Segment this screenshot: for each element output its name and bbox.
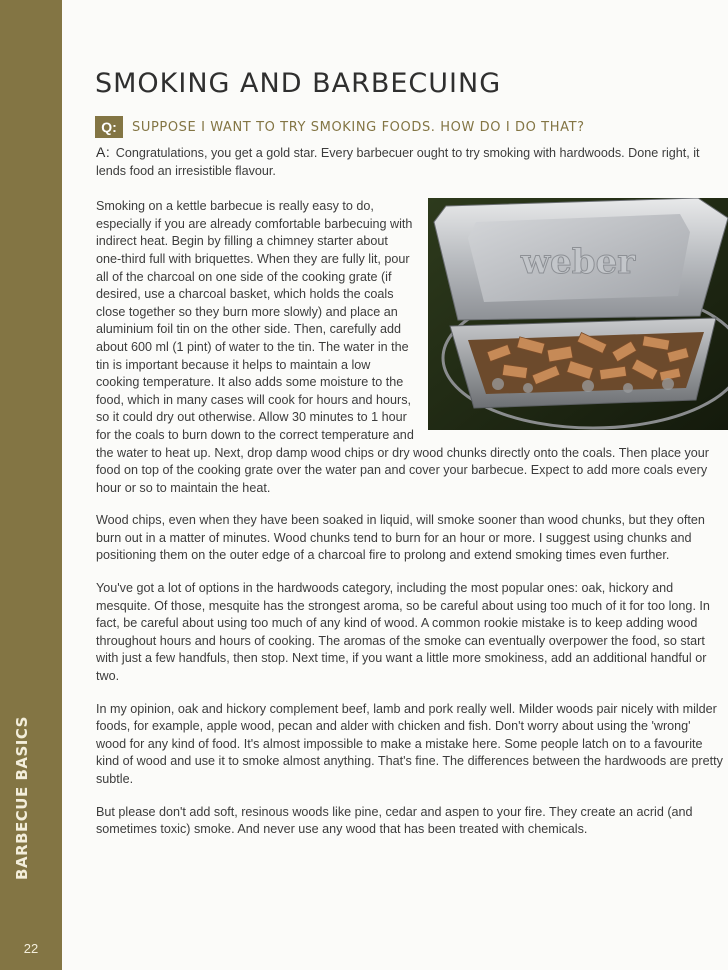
body-paragraph: Smoking on a kettle barbecue is really easy to do, especially if you are already comfortable barbecuing with indirect heat. Begin by filling a chimney starter about one-third full with briquettes. When they are fully lit, pour all of the charcoal on one side of the cooking grate (if desired, use a charcoal basket, which holds the coals close together so they burn more slowly) and place an aluminium foil tin on the other side. Then, carefully add about 600 ml (1 pint) of water to the tin. The water in the tin is important because it helps to maintain a low cooking temperature. It also adds some moisture to the food, which in many cases will cook for hours and hours, so it could dry out otherwise. Allow 30 minutes to 1 hour for the coals to burn down to the correct temperature and the water to heat up. Next, drop damp wood chips or dry wood chunks directly onto the coals. Then place your food on top of the cooking grate over the water pan and cover your barbecue. Expect to add more coals every hour or so to maintain the heat. — [96, 199, 710, 495]
body-paragraph: But please don't add soft, resinous woods like pine, cedar and aspen to your fire. They create an acrid (and sometimes toxic) smoke. And never use any wood that has been treated with chemicals. — [96, 804, 693, 837]
photo-illustration — [428, 198, 728, 430]
section-label: BARBECUE BASICS — [13, 716, 32, 880]
body-paragraph: In my opinion, oak and hickory complement beef, lamb and pork really well. Milder woods pair nicely with milder foods, for example, apple wood, pecan and alder with chicken and fish. Don't worry about using the 'wrong' wood for any kind of food. It's almost impossible to make a mistake here. Some people latch on to a favourite kind of wood and use it to smoke almost anything. That's fine. The differences between the hardwoods are pretty subtle. — [96, 701, 723, 786]
question-text: SUPPOSE I WANT TO TRY SMOKING FOODS. HOW DO I DO THAT? — [132, 119, 585, 135]
question-badge: Q: — [95, 116, 123, 138]
sidebar — [0, 0, 62, 970]
body-paragraph: You've got a lot of options in the hardwoods category, including the most popular ones: oak, hickory and mesquite. Of those, mesquite has the strongest aroma, so be careful about using too much of it for too long. In fact, be careful about using too much of any kind of wood. A common rookie mistake is to keep adding wood throughout hours and hours of cooking. The aromas of the smoke can eventually overpower the food, so start with just a few handfuls, then stop. Next time, if you want a little more smokiness, add an additional handful or two. — [96, 581, 710, 684]
page-number: 22 — [23, 941, 39, 956]
answer-paragraph — [96, 144, 724, 180]
article-body — [96, 144, 724, 854]
body-paragraph: Wood chips, even when they have been soaked in liquid, will smoke sooner than wood chunks, but they often burn out in a matter of minutes. Wood chunks tend to burn for an hour or more. I suggest using chunks and positioning them on the outer edge of a charcoal fire to prolong and extend smoking times even further. — [96, 513, 705, 563]
page-title: SMOKING AND BARBECUING — [95, 68, 502, 99]
answer-text: Congratulations, you get a gold star. Every barbecuer ought to try smoking with hardwoods. Done right, it lends food an irresistible flavour. — [96, 146, 700, 178]
answer-lead: A: — [96, 144, 111, 160]
smoker-tray-photo — [428, 198, 728, 430]
svg-text:weber: weber — [520, 242, 636, 283]
question — [95, 116, 585, 138]
